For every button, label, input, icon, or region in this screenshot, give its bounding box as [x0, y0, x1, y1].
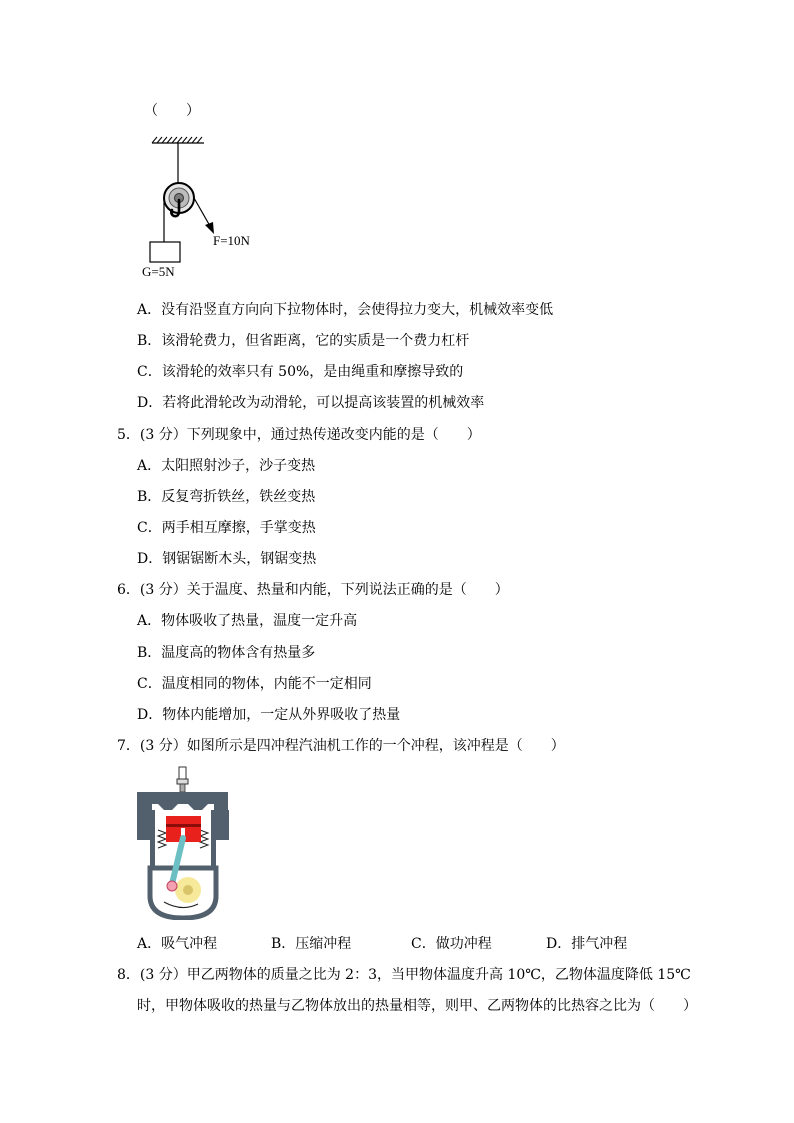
q8-stem-line1: 8．(3 分）甲乙两物体的质量之比为 2：3，当甲物体温度升高 10℃，乙物体温度降低 15℃ — [117, 967, 691, 983]
weight-label: G=5N — [142, 264, 175, 279]
q5-option-c[interactable]: C．两手相互摩擦，手掌变热 — [137, 520, 316, 536]
q7-option-b[interactable]: B．压缩冲程 — [271, 936, 352, 952]
q6-option-c[interactable]: C．温度相同的物体，内能不一定相同 — [137, 676, 372, 692]
q4-option-d[interactable]: D．若将此滑轮改为动滑轮，可以提高该装置的机械效率 — [137, 395, 485, 411]
q7-option-d[interactable]: D．排气冲程 — [546, 936, 628, 952]
q6-option-d[interactable]: D．物体内能增加，一定从外界吸收了热量 — [137, 707, 401, 723]
q4-option-b[interactable]: B．该滑轮费力，但省距离，它的实质是一个费力杠杆 — [137, 333, 470, 349]
fixed-pulley-figure — [138, 136, 288, 284]
q6-option-b[interactable]: B．温度高的物体含有热量多 — [137, 645, 316, 661]
q5-stem: 5．(3 分）下列现象中，通过热传递改变内能的是（ ） — [117, 427, 481, 443]
q7-option-a[interactable]: A．吸气冲程 — [137, 936, 218, 952]
four-stroke-engine-figure — [136, 766, 234, 920]
q7-options-row — [137, 936, 657, 952]
force-label: F=10N — [213, 233, 250, 248]
q7-stem: 7．(3 分）如图所示是四冲程汽油机工作的一个冲程，该冲程是（ ） — [117, 738, 565, 754]
q8-stem-line2: 时，甲物体吸收的热量与乙物体放出的热量相等，则甲、乙两物体的比热容之比为（ ） — [137, 998, 697, 1014]
q5-option-d[interactable]: D．钢锯锯断木头，钢锯变热 — [137, 551, 317, 567]
q7-option-c[interactable]: C．做功冲程 — [411, 936, 492, 952]
q5-option-a[interactable]: A．太阳照射沙子，沙子变热 — [137, 458, 316, 474]
q4-option-a[interactable]: A．没有沿竖直方向向下拉物体时，会使得拉力变大，机械效率变低 — [137, 302, 554, 318]
q6-stem: 6．(3 分）关于温度、热量和内能，下列说法正确的是（ ） — [117, 582, 509, 598]
q4-option-c[interactable]: C．该滑轮的效率只有 50%，是由绳重和摩擦导致的 — [137, 364, 464, 380]
q4-answer-blank: （ ） — [144, 103, 200, 119]
q6-option-a[interactable]: A．物体吸收了热量，温度一定升高 — [137, 613, 358, 629]
q5-option-b[interactable]: B．反复弯折铁丝，铁丝变热 — [137, 489, 316, 505]
